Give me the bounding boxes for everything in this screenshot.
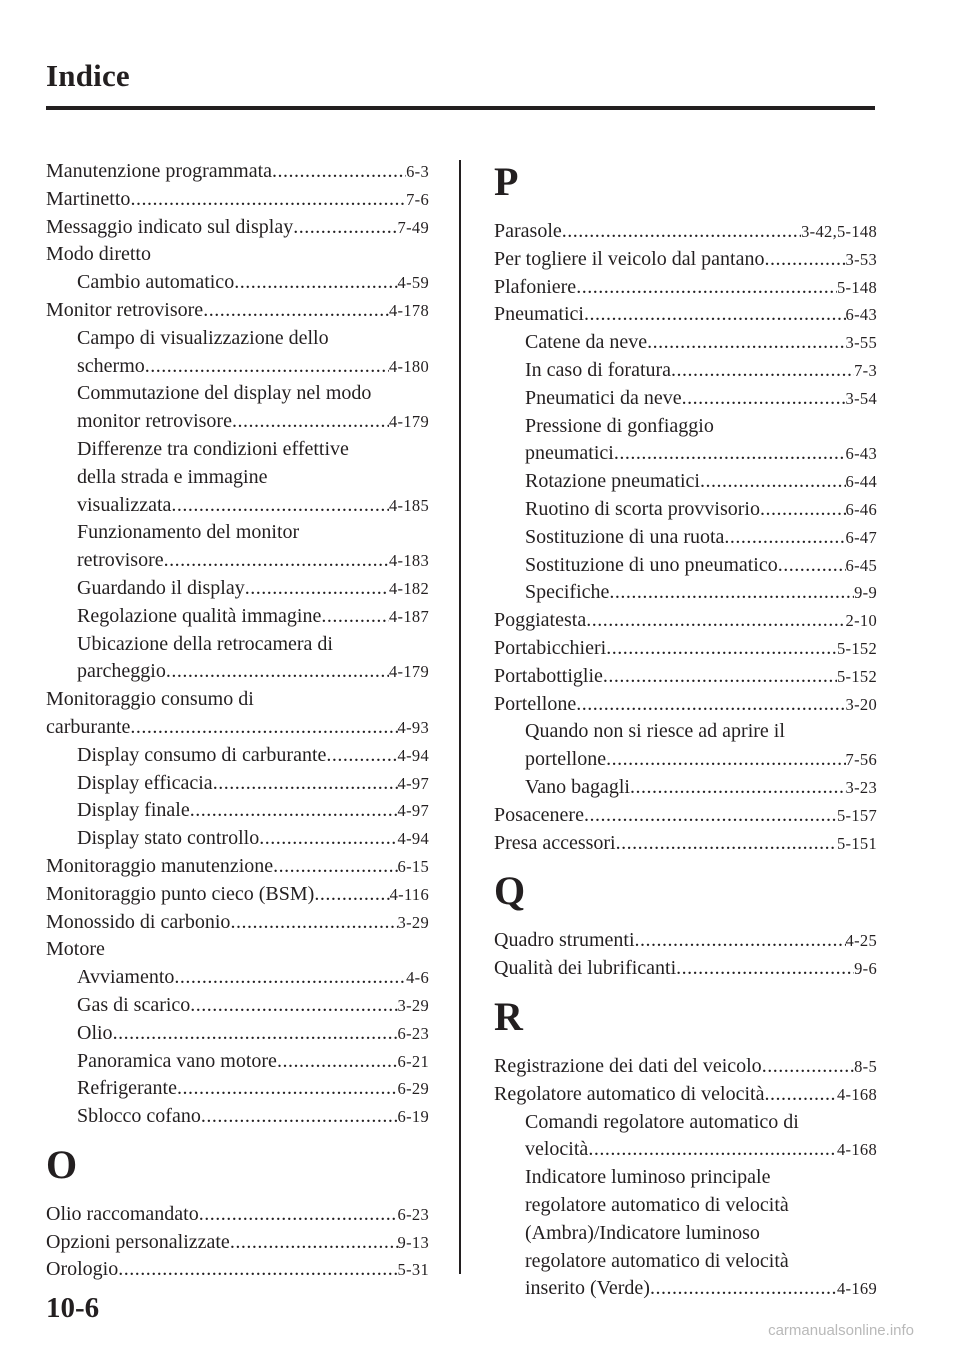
index-page-ref: 4-25 [845, 931, 877, 951]
index-entry-text: Refrigerante [77, 1077, 177, 1100]
index-entry-text: Motore [46, 938, 105, 961]
dot-leader [203, 297, 389, 325]
index-page-ref: 3-53 [845, 249, 877, 269]
dot-leader [586, 607, 845, 635]
index-entry [46, 158, 429, 186]
index-entry-text: Panoramica vano motore [77, 1049, 277, 1072]
dot-leader [113, 1020, 398, 1048]
index-entry [46, 742, 429, 770]
index-entry-text: Modo diretto [46, 243, 151, 266]
index-entry-continuation [46, 436, 429, 464]
index-entry-text: Quadro strumenti [494, 929, 635, 952]
index-page-ref: 4-93 [397, 717, 429, 737]
page-number: 10-6 [46, 1292, 100, 1324]
index-entry [494, 524, 877, 552]
index-page-ref: 4-187 [389, 606, 429, 626]
index-page-ref: 6-19 [397, 1107, 429, 1127]
index-entry-text: Sblocco cofano [77, 1105, 201, 1128]
index-entry [494, 329, 877, 357]
index-entry [46, 214, 429, 242]
index-entry [494, 607, 877, 635]
dot-leader [201, 1103, 398, 1131]
index-page-ref: 5-152 [837, 638, 877, 658]
dot-leader [671, 357, 854, 385]
index-entry-text: Guardando il display [77, 576, 245, 599]
dot-leader [676, 955, 854, 983]
index-entry-continuation [46, 631, 429, 659]
dot-leader [230, 1229, 398, 1257]
index-page-ref: 4-180 [389, 356, 429, 376]
index-entry [46, 1201, 429, 1229]
dot-leader [762, 1053, 854, 1081]
index-page-ref: 6-21 [397, 1051, 429, 1071]
index-page-ref: 6-29 [397, 1079, 429, 1099]
section-letter: R [494, 993, 523, 1039]
dot-leader [647, 329, 845, 357]
dot-leader [609, 579, 854, 607]
index-entry-text: Catene da neve [525, 331, 648, 354]
index-entry-text: Rotazione pneumatici [525, 470, 700, 493]
index-page-ref: 7-49 [397, 217, 429, 237]
index-entry-text: Display stato controllo [77, 827, 260, 850]
dot-leader [760, 496, 846, 524]
index-entry-text: Presa accessori [494, 831, 616, 854]
dot-leader [130, 714, 397, 742]
dot-leader [321, 603, 389, 631]
index-entry-text: Sostituzione di uno pneumatico [525, 553, 778, 576]
dot-leader [764, 1081, 837, 1109]
index-entry-text: Poggiatesta [494, 609, 587, 632]
index-page-ref: 4-185 [389, 495, 429, 515]
index-page-ref: 4-179 [389, 412, 429, 432]
index-entry-text: Opzioni personalizzate [46, 1230, 230, 1253]
index-entry-text: Vano bagagli [525, 775, 630, 798]
index-entry-text: Display finale [77, 799, 190, 822]
index-entry-text: Messaggio indicato sul display [46, 215, 294, 238]
index-entry-text: schermo [77, 354, 145, 377]
index-entry-text: Pneumatici [494, 303, 584, 326]
index-entry-text: Manutenzione programmata [46, 160, 273, 182]
dot-leader [326, 742, 397, 770]
index-entry-text: carburante [46, 715, 131, 738]
index-entry-text: Parasole [494, 220, 562, 242]
index-entry-text: Regolatore automatico di velocità [494, 1082, 765, 1105]
watermark: carmanualsonline.info [768, 1322, 914, 1339]
index-entry-text: Orologio [46, 1258, 119, 1281]
index-entry [494, 468, 877, 496]
index-page-ref: 9-6 [854, 959, 877, 979]
section-letter: P [494, 159, 519, 204]
index-page-ref: 3-29 [397, 995, 429, 1015]
index-page-ref: 5-31 [397, 1260, 429, 1280]
index-entry [494, 746, 877, 774]
index-entry-continuation [494, 413, 877, 441]
index-entry-text: Portellone [494, 692, 577, 715]
index-entry-text: Monitoraggio manutenzione [46, 854, 274, 877]
index-entry-continuation [46, 686, 429, 714]
index-page-ref: 6-44 [845, 472, 877, 492]
index-page-ref: 5-148 [837, 277, 877, 297]
index-entry [494, 774, 877, 802]
index-entry-text: Funzionamento del monitor [77, 521, 300, 544]
index-entry-text: velocità [525, 1138, 589, 1161]
index-entry [46, 992, 429, 1020]
dot-leader [576, 274, 837, 302]
index-entry [494, 691, 877, 719]
dot-leader [190, 992, 397, 1020]
dot-leader [213, 770, 398, 798]
index-page-ref: 7-56 [845, 750, 877, 770]
index-page-ref: 4-97 [397, 773, 429, 793]
index-page-ref: 9-9 [854, 583, 877, 603]
index-entry-text: Ubicazione della retrocamera di [77, 632, 333, 655]
index-entry-text: (Ambra)/Indicatore luminoso [525, 1221, 760, 1244]
index-entry-text: Monitoraggio punto cieco (BSM) [46, 882, 315, 905]
index-page-ref: 6-3 [406, 162, 429, 181]
dot-leader [724, 524, 845, 552]
index-entry [46, 492, 429, 520]
index-entry-text: monitor retrovisore [77, 410, 232, 433]
dot-leader [606, 746, 845, 774]
index-entry-continuation [494, 718, 877, 746]
index-entry-text: Monossido di carbonio [46, 910, 231, 933]
index-page-ref: 8-5 [854, 1056, 877, 1076]
dot-leader [576, 691, 845, 719]
index-page-ref: 6-23 [397, 1023, 429, 1043]
index-entry-continuation [494, 1164, 877, 1192]
index-page-ref: 4-168 [837, 1140, 877, 1160]
index-entry-text: Pneumatici da neve [525, 386, 682, 409]
index-entry-text: In caso di foratura [525, 358, 672, 381]
index-entry [494, 552, 877, 580]
dot-leader [164, 547, 389, 575]
dot-leader [234, 269, 397, 297]
dot-leader [190, 797, 398, 825]
index-page-ref: 4-169 [837, 1279, 877, 1299]
dot-leader [277, 1048, 398, 1076]
index-entry [46, 269, 429, 297]
dot-leader [314, 881, 389, 909]
index-entry-text: Qualità dei lubrificanti [494, 957, 677, 980]
index-entry [494, 635, 877, 663]
index-entry-continuation [46, 380, 429, 408]
index-entry-text: Commutazione del display nel modo [77, 382, 372, 405]
dot-leader [171, 492, 389, 520]
index-entry-text: Regolazione qualità immagine [77, 604, 322, 627]
index-entry [46, 603, 429, 631]
index-entry [46, 297, 429, 325]
index-entry [46, 853, 429, 881]
index-entry-continuation [46, 936, 429, 964]
dot-leader [630, 774, 846, 802]
index-page-ref: 3-23 [845, 777, 877, 797]
index-page-ref: 4-168 [837, 1084, 877, 1104]
index-entry [46, 1075, 429, 1103]
index-page-ref: 3-42,5-148 [801, 222, 877, 241]
index-entry [46, 1048, 429, 1076]
index-entry [46, 1103, 429, 1131]
section-letter: O [46, 1141, 78, 1187]
index-page-ref: 4-179 [389, 662, 429, 682]
index-entry-text: Ruotino di scorta provvisorio [525, 497, 760, 520]
index-entry-text: Sostituzione di una ruota [525, 525, 725, 548]
index-entry-text: Registrazione dei dati del veicolo [494, 1054, 762, 1077]
index-entry-continuation [494, 1220, 877, 1248]
section-letter: Q [494, 868, 526, 914]
index-entry [494, 663, 877, 691]
header-rule [46, 106, 875, 110]
index-entry [494, 830, 877, 858]
index-entry [46, 909, 429, 937]
index-entry-continuation [46, 241, 429, 269]
index-entry-text: portellone [525, 748, 607, 771]
dot-leader [614, 440, 846, 468]
index-entry-continuation [494, 1109, 877, 1137]
index-entry-text: Plafoniere [494, 275, 577, 298]
dot-leader [174, 964, 406, 992]
index-page-ref: 2-10 [845, 611, 877, 631]
index-entry-text: Avviamento [77, 966, 175, 989]
dot-leader [778, 552, 846, 580]
index-entry-text: retrovisore [77, 549, 164, 572]
dot-leader [166, 658, 389, 686]
index-entry-continuation [46, 325, 429, 353]
dot-leader [118, 1256, 397, 1284]
index-entry [494, 802, 877, 830]
dot-leader [682, 385, 846, 413]
dot-leader [293, 214, 397, 242]
index-entry-text: Display efficacia [77, 771, 213, 794]
index-entry [494, 1136, 877, 1164]
index-page-ref: 3-29 [397, 912, 429, 932]
index-entry-continuation [46, 464, 429, 492]
index-page-ref: 5-152 [837, 666, 877, 686]
index-entry [494, 246, 877, 274]
index-entry-text: Per togliere il veicolo dal pantano [494, 247, 765, 270]
index-page-ref: 4-182 [389, 578, 429, 598]
index-entry-text: inserito (Verde) [525, 1277, 650, 1300]
dot-leader [273, 853, 397, 881]
index-entry-text: Display consumo di carburante [77, 743, 327, 766]
dot-leader [616, 830, 837, 858]
index-entry [46, 353, 429, 381]
dot-leader [764, 246, 845, 274]
index-entry-text: Quando non si riesce ad aprire il [525, 720, 785, 743]
index-entry-text: Comandi regolatore automatico di [525, 1110, 799, 1133]
index-page-ref: 7-6 [406, 189, 429, 209]
index-entry [46, 408, 429, 436]
index-entry [494, 955, 877, 983]
dot-leader [232, 408, 389, 436]
dot-leader [603, 663, 837, 691]
index-entry-text: Posacenere [494, 803, 584, 826]
index-page-ref: 3-20 [845, 694, 877, 714]
dot-leader [700, 468, 846, 496]
index-entry [494, 385, 877, 413]
index-entry [494, 301, 877, 329]
index-entry [46, 575, 429, 603]
index-page-ref: 5-157 [837, 805, 877, 825]
index-entry-text: Martinetto [46, 187, 131, 210]
index-page-ref: 6-23 [397, 1204, 429, 1224]
dot-leader [562, 218, 801, 246]
index-entry-text: della strada e immagine [77, 465, 268, 488]
index-entry-continuation [494, 1248, 877, 1276]
dot-leader [259, 825, 397, 853]
index-page-ref: 4-6 [406, 968, 429, 988]
dot-leader [177, 1075, 398, 1103]
index-entry [494, 496, 877, 524]
dot-leader [588, 1136, 837, 1164]
index-entry-text: regolatore automatico di velocità [525, 1193, 789, 1216]
index-entry [46, 825, 429, 853]
index-entry-text: Campo di visualizzazione dello [77, 326, 329, 349]
index-entry [46, 1229, 429, 1257]
dot-leader [199, 1201, 398, 1229]
index-entry [46, 797, 429, 825]
index-entry [46, 1256, 429, 1284]
index-page-ref: 5-151 [837, 833, 877, 853]
index-page-ref: 4-59 [397, 273, 429, 293]
dot-leader [650, 1275, 837, 1303]
index-page-ref: 6-15 [397, 856, 429, 876]
index-entry [494, 1081, 877, 1109]
index-page-ref: 4-94 [397, 745, 429, 765]
index-page-ref: 3-55 [845, 333, 877, 353]
index-page-ref: 6-47 [845, 527, 877, 547]
index-page-ref: 4-116 [389, 884, 429, 904]
index-entry-text: Monitor retrovisore [46, 298, 204, 321]
index-page-ref: 6-46 [845, 499, 877, 519]
index-entry-text: visualizzata [77, 493, 172, 516]
index-page-ref: 4-97 [397, 801, 429, 821]
dot-leader [230, 909, 397, 937]
index-entry [46, 547, 429, 575]
index-entry [46, 658, 429, 686]
index-entry [494, 440, 877, 468]
index-entry-text: Portabicchieri [494, 636, 607, 659]
dot-leader [245, 575, 389, 603]
index-entry-continuation [494, 1192, 877, 1220]
dot-leader [130, 186, 406, 214]
index-entry-text: Pressione di gonfiaggio [525, 414, 714, 437]
index-entry [494, 218, 877, 246]
index-entry [46, 881, 429, 909]
index-entry [46, 714, 429, 742]
index-entry [494, 1053, 877, 1081]
index-entry-text: Gas di scarico [77, 993, 191, 1016]
dot-leader [145, 353, 389, 381]
index-entry [494, 927, 877, 955]
index-page-ref: 3-54 [845, 388, 877, 408]
index-entry [46, 770, 429, 798]
index-page-ref: 6-43 [845, 305, 877, 325]
index-entry [46, 186, 429, 214]
dot-leader [584, 301, 846, 329]
index-column-right [494, 158, 877, 1303]
index-page-ref: 6-45 [845, 555, 877, 575]
page-title: Indice [46, 58, 130, 93]
index-entry-continuation [46, 519, 429, 547]
index-entry-text: Olio [77, 1021, 113, 1044]
index-entry [494, 579, 877, 607]
index-page-ref: 6-43 [845, 444, 877, 464]
index-entry-text: Olio raccomandato [46, 1202, 199, 1225]
index-entry [46, 1020, 429, 1048]
column-divider [459, 160, 461, 1274]
index-entry [494, 357, 877, 385]
index-entry-text: Differenze tra condizioni effettive [77, 437, 349, 460]
index-column-left [46, 158, 429, 1284]
index-page-ref: 4-178 [389, 300, 429, 320]
index-entry [494, 274, 877, 302]
index-entry [46, 964, 429, 992]
dot-leader [606, 635, 837, 663]
index-entry-text: Portabottiglie [494, 664, 603, 687]
index-entry-text: Cambio automatico [77, 271, 235, 294]
index-page-ref: 4-183 [389, 551, 429, 571]
index-entry-text: Specifiche [525, 581, 610, 604]
index-entry-text: pneumatici [525, 442, 614, 465]
index-entry-text: parcheggio [77, 660, 166, 683]
dot-leader [635, 927, 846, 955]
dot-leader [584, 802, 837, 830]
dot-leader [272, 158, 406, 186]
index-entry-text: regolatore automatico di velocità [525, 1249, 789, 1272]
index-page-ref: 7-3 [854, 360, 877, 380]
index-entry-text: Monitoraggio consumo di [46, 688, 254, 711]
index-page-ref: 4-94 [397, 829, 429, 849]
index-entry [494, 1275, 877, 1303]
index-page-ref: 9-13 [397, 1232, 429, 1252]
index-entry-text: Indicatore luminoso principale [525, 1166, 771, 1189]
